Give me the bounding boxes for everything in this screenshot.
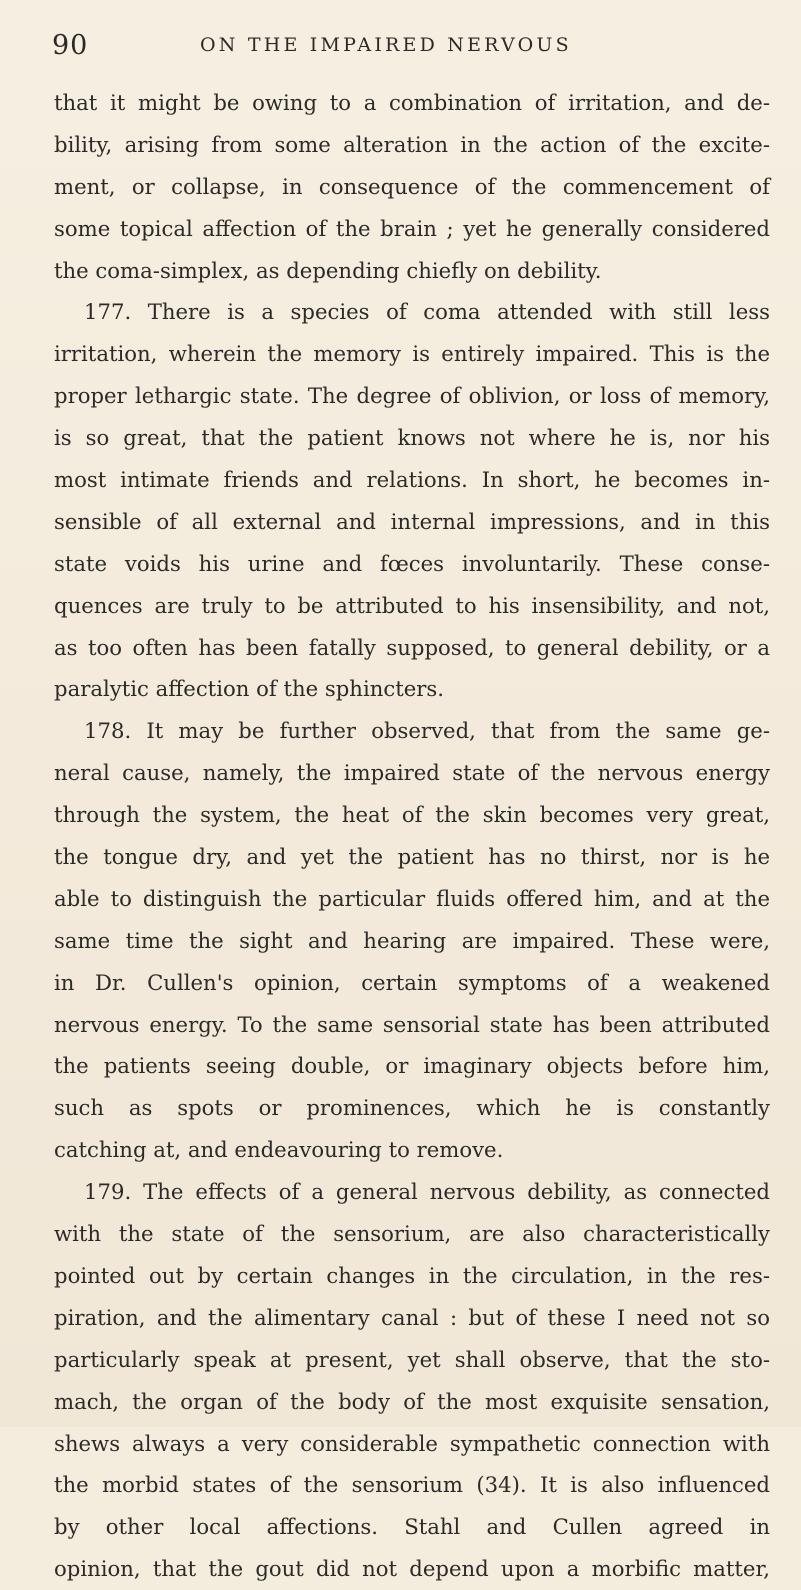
text-line: through the system, the heat of the skin becomes very great, <box>54 802 770 828</box>
text-line: same time the sight and hearing are impaired. These were, <box>54 927 770 953</box>
text-line: with the state of the sensorium, are also characteristically <box>54 1221 770 1247</box>
text-line: catching at, and endeavouring to remove. <box>54 1137 504 1163</box>
text-line: 177. There is a species of coma attended with still less <box>84 299 770 325</box>
text-line: piration, and the alimentary canal : but of these I need not so <box>54 1304 770 1330</box>
text-line: able to distinguish the particular fluids offered him, and at the <box>54 885 770 911</box>
text-line: quences are truly to be attributed to his insensibility, and not, <box>54 592 770 618</box>
text-line: proper lethargic state. The degree of oblivion, or loss of memory, <box>54 383 770 409</box>
text-line: sensible of all external and internal impressions, and in this <box>54 508 770 534</box>
text-line: paralytic affection of the sphincters. <box>54 676 445 702</box>
page-number: 90 <box>52 30 89 61</box>
text-line: pointed out by certain changes in the circulation, in the res- <box>54 1262 770 1288</box>
text-line: some topical affection of the brain ; yet he generally considered <box>54 215 770 241</box>
text-line: such as spots or prominences, which he is constantly <box>54 1095 770 1121</box>
running-head <box>52 30 772 62</box>
text-line: shews always a very considerable sympathetic connection with <box>54 1430 770 1456</box>
text-line: state voids his urine and fœces involuntarily. These conse- <box>54 550 770 576</box>
text-line: the tongue dry, and yet the patient has no thirst, nor is he <box>54 844 770 870</box>
running-title: ON THE IMPAIRED NERVOUS <box>200 34 572 56</box>
text-line: ment, or collapse, in consequence of the commencement of <box>54 173 770 199</box>
text-line: neral cause, namely, the impaired state of the nervous energy <box>54 760 770 786</box>
text-line: irritation, wherein the memory is entirely impaired. This is the <box>54 341 770 367</box>
text-line: 179. The effects of a general nervous debility, as connected <box>84 1179 770 1205</box>
text-line: is so great, that the patient knows not where he is, nor his <box>54 425 770 451</box>
text-line: in Dr. Cullen's opinion, certain symptoms of a weakened <box>54 969 770 995</box>
text-line: 178. It may be further observed, that from the same ge- <box>84 718 770 744</box>
text-line: most intimate friends and relations. In short, he becomes in- <box>54 467 770 493</box>
text-line: the morbid states of the sensorium (34). It is also influenced <box>54 1472 770 1498</box>
body-text <box>54 82 770 1590</box>
text-line: the coma-simplex, as depending chiefly on debility. <box>54 257 602 283</box>
text-line: particularly speak at present, yet shall observe, that the sto- <box>54 1346 770 1372</box>
text-line: the patients seeing double, or imaginary objects before him, <box>54 1053 770 1079</box>
text-line: by other local affections. Stahl and Cullen agreed in <box>54 1514 770 1540</box>
text-line: opinion, that the gout did not depend upon a morbific matter, <box>54 1556 770 1582</box>
text-line: mach, the organ of the body of the most exquisite sensation, <box>54 1388 770 1414</box>
text-line: bility, arising from some alteration in the action of the excite- <box>54 131 770 157</box>
text-line: that it might be owing to a combination of irritation, and de- <box>54 90 770 115</box>
text-line: as too often has been fatally supposed, to general debility, or a <box>54 634 770 660</box>
text-line: nervous energy. To the same sensorial state has been attributed <box>54 1011 770 1037</box>
